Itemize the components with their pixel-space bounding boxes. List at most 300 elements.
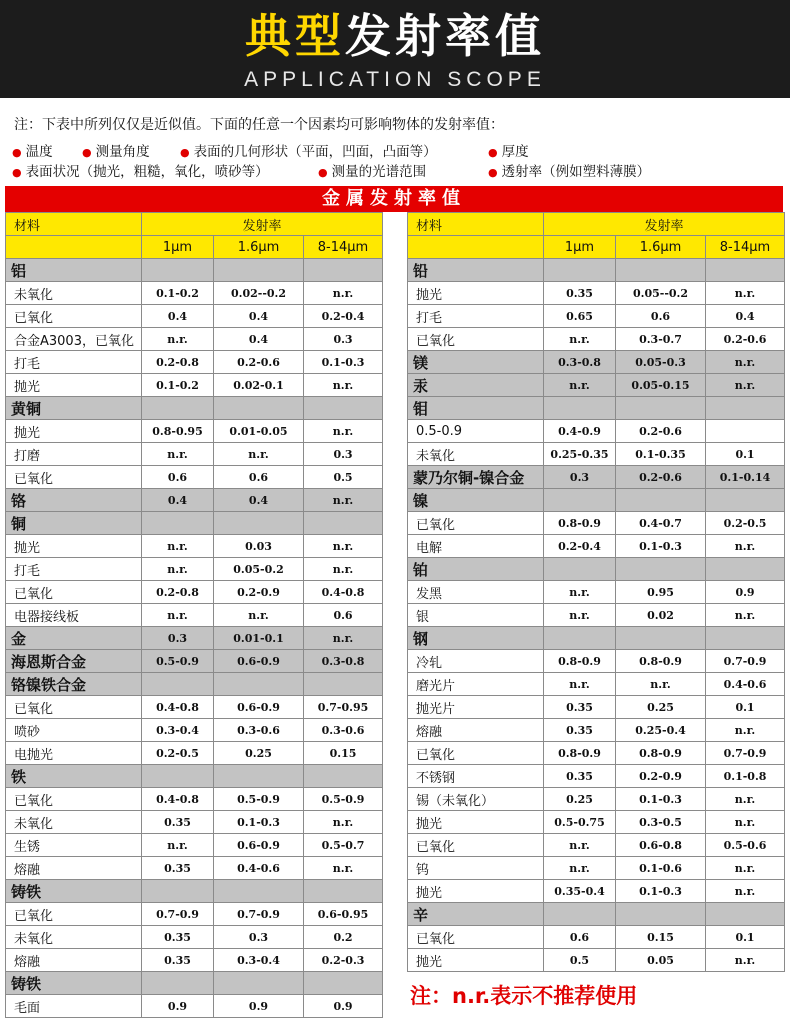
- emissivity-value: 0.3-0.6: [304, 719, 383, 742]
- band-row: [6, 236, 383, 259]
- emissivity-value: 0.6: [544, 926, 616, 949]
- emissivity-value: n.r.: [304, 489, 383, 512]
- emissivity-value: n.r.: [304, 857, 383, 880]
- emissivity-value: n.r.: [142, 604, 214, 627]
- emissivity-value: 0.35: [142, 949, 214, 972]
- emissivity-value: [706, 903, 785, 926]
- footnote: 注：n.r.表示不推荐使用: [410, 984, 638, 1008]
- table-row: [6, 443, 383, 466]
- table-row: [6, 788, 383, 811]
- emissivity-value: 0.7-0.9: [706, 742, 785, 765]
- emissivity-value: n.r.: [544, 857, 616, 880]
- emissivity-value: 0.35: [544, 282, 616, 305]
- emissivity-value: 0.8-0.9: [544, 512, 616, 535]
- emissivity-value: [142, 972, 214, 995]
- bullet-icon: ●: [12, 146, 22, 159]
- category-name: 海恩斯合金: [6, 650, 142, 673]
- table-row: [408, 834, 785, 857]
- emissivity-value: 0.4: [214, 489, 304, 512]
- emissivity-value: 0.01-0.1: [214, 627, 304, 650]
- category-row: [6, 397, 383, 420]
- emissivity-value: [616, 558, 706, 581]
- emissivity-value: 0.95: [616, 581, 706, 604]
- table-row: [6, 995, 383, 1018]
- emissivity-value: 0.6: [214, 466, 304, 489]
- emissivity-value: [214, 673, 304, 696]
- band-header: 1μm: [142, 236, 214, 259]
- emissivity-value: 0.35: [544, 765, 616, 788]
- emissivity-value: 0.4: [214, 328, 304, 351]
- emissivity-value: 0.6: [616, 305, 706, 328]
- table-row: [6, 903, 383, 926]
- factor-item: ● 厚度: [488, 144, 529, 160]
- category-name: 镁: [408, 351, 544, 374]
- emissivity-value: 0.2-0.4: [544, 535, 616, 558]
- emissivity-value: [706, 558, 785, 581]
- table-row: [408, 742, 785, 765]
- material-name: 电解: [408, 535, 544, 558]
- emissivity-value: n.r.: [214, 443, 304, 466]
- emissivity-value: [214, 397, 304, 420]
- notes-block: [14, 114, 784, 137]
- emissivity-value: [616, 903, 706, 926]
- emissivity-value: [706, 259, 785, 282]
- material-name: 已氧化: [408, 834, 544, 857]
- category-row: [6, 512, 383, 535]
- category-row: [408, 466, 785, 489]
- emissivity-value: [142, 512, 214, 535]
- material-name: 抛光: [6, 535, 142, 558]
- material-name: 未氧化: [408, 443, 544, 466]
- right-emissivity-table: [407, 212, 785, 972]
- emissivity-value: 0.25: [214, 742, 304, 765]
- emissivity-value: 0.1-0.35: [616, 443, 706, 466]
- material-name: 抛光: [408, 880, 544, 903]
- emissivity-value: n.r.: [706, 949, 785, 972]
- emissivity-value: 0.5-0.9: [142, 650, 214, 673]
- emissivity-value: 0.2-0.4: [304, 305, 383, 328]
- emissivity-value: [142, 880, 214, 903]
- emissivity-value: 0.2-0.9: [214, 581, 304, 604]
- emissivity-value: 0.8-0.9: [544, 650, 616, 673]
- emissivity-value: 0.8-0.9: [544, 742, 616, 765]
- emissivity-value: 0.5-0.7: [304, 834, 383, 857]
- emissivity-value: 0.9: [214, 995, 304, 1018]
- emissivity-header: 发射率: [142, 213, 383, 236]
- table-row: [408, 949, 785, 972]
- emissivity-value: 0.4: [142, 305, 214, 328]
- emissivity-value: 0.1: [706, 926, 785, 949]
- table-row: [6, 282, 383, 305]
- category-name: 汞: [408, 374, 544, 397]
- emissivity-value: n.r.: [544, 581, 616, 604]
- category-name: 铂: [408, 558, 544, 581]
- emissivity-value: [616, 259, 706, 282]
- emissivity-value: 0.25: [616, 696, 706, 719]
- emissivity-value: 0.35: [544, 696, 616, 719]
- header-row: [408, 213, 785, 236]
- emissivity-value: n.r.: [706, 857, 785, 880]
- table-row: [408, 581, 785, 604]
- category-row: [408, 397, 785, 420]
- header-bar: [0, 0, 790, 98]
- category-name: 铜: [6, 512, 142, 535]
- emissivity-value: n.r.: [544, 374, 616, 397]
- emissivity-value: 0.4-0.7: [616, 512, 706, 535]
- emissivity-value: 0.8-0.9: [616, 742, 706, 765]
- emissivity-value: [706, 397, 785, 420]
- emissivity-value: 0.01-0.05: [214, 420, 304, 443]
- emissivity-value: 0.8-0.9: [616, 650, 706, 673]
- emissivity-value: 0.1-0.3: [616, 788, 706, 811]
- emissivity-value: 0.4: [214, 305, 304, 328]
- emissivity-value: 0.2-0.6: [214, 351, 304, 374]
- table-row: [408, 420, 785, 443]
- emissivity-value: [544, 558, 616, 581]
- header-row: [6, 213, 383, 236]
- emissivity-value: [304, 972, 383, 995]
- band-header: 1.6μm: [616, 236, 706, 259]
- emissivity-value: 0.5-0.75: [544, 811, 616, 834]
- emissivity-value: n.r.: [544, 604, 616, 627]
- emissivity-value: 0.05-0.15: [616, 374, 706, 397]
- emissivity-value: 0.3-0.7: [616, 328, 706, 351]
- emissivity-value: 0.1-0.3: [616, 880, 706, 903]
- emissivity-value: [304, 673, 383, 696]
- emissivity-value: 0.05-0.2: [214, 558, 304, 581]
- material-name: 已氧化: [408, 512, 544, 535]
- band-row: [408, 236, 785, 259]
- category-name: 铸铁: [6, 972, 142, 995]
- emissivity-value: 0.9: [304, 995, 383, 1018]
- emissivity-value: [706, 489, 785, 512]
- material-name: 已氧化: [408, 926, 544, 949]
- emissivity-header: 发射率: [544, 213, 785, 236]
- factor-item: ● 透射率（例如塑料薄膜）: [488, 164, 651, 180]
- emissivity-value: 0.65: [544, 305, 616, 328]
- emissivity-value: 0.9: [706, 581, 785, 604]
- emissivity-value: 0.02-0.1: [214, 374, 304, 397]
- material-name: 打毛: [408, 305, 544, 328]
- emissivity-value: 0.6-0.9: [214, 834, 304, 857]
- category-name: 铝: [6, 259, 142, 282]
- emissivity-value: 0.3-0.8: [304, 650, 383, 673]
- emissivity-value: [616, 397, 706, 420]
- emissivity-value: 0.05--0.2: [616, 282, 706, 305]
- emissivity-value: 0.5-0.9: [214, 788, 304, 811]
- category-row: [6, 259, 383, 282]
- table-banner: 金属发射率值: [5, 186, 783, 212]
- material-name: 抛光片: [408, 696, 544, 719]
- emissivity-value: [616, 489, 706, 512]
- emissivity-value: 0.2: [304, 926, 383, 949]
- category-row: [6, 673, 383, 696]
- emissivity-value: 0.3-0.4: [214, 949, 304, 972]
- category-name: 镍: [408, 489, 544, 512]
- material-name: 打磨: [6, 443, 142, 466]
- category-row: [6, 765, 383, 788]
- emissivity-value: 0.1-0.8: [706, 765, 785, 788]
- emissivity-value: 0.3: [544, 466, 616, 489]
- table-row: [408, 535, 785, 558]
- emissivity-value: [304, 880, 383, 903]
- notes-intro: 注：下表中所列仅仅是近似值。下面的任意一个因素均可影响物体的发射率值：: [14, 117, 504, 133]
- table-row: [408, 857, 785, 880]
- material-name: 已氧化: [408, 328, 544, 351]
- table-row: [408, 282, 785, 305]
- emissivity-value: 0.35-0.4: [544, 880, 616, 903]
- category-row: [408, 259, 785, 282]
- material-name: 银: [408, 604, 544, 627]
- table-row: [6, 719, 383, 742]
- material-name: 生锈: [6, 834, 142, 857]
- category-name: 铬镍铁合金: [6, 673, 142, 696]
- bullet-icon: ●: [180, 146, 190, 159]
- bullet-icon: ●: [12, 166, 22, 179]
- page-title: [0, 8, 790, 64]
- emissivity-value: 0.6: [304, 604, 383, 627]
- emissivity-value: n.r.: [706, 374, 785, 397]
- emissivity-value: 0.05: [616, 949, 706, 972]
- factor-item: ● 测量角度: [82, 144, 150, 160]
- material-name: 已氧化: [6, 466, 142, 489]
- factor-item: ● 温度: [12, 144, 53, 160]
- table-row: [6, 535, 383, 558]
- emissivity-value: 0.2-0.6: [616, 420, 706, 443]
- emissivity-value: n.r.: [304, 627, 383, 650]
- emissivity-value: [142, 673, 214, 696]
- table-row: [408, 696, 785, 719]
- emissivity-value: 0.4-0.8: [142, 696, 214, 719]
- table-row: [408, 650, 785, 673]
- material-name: 打毛: [6, 558, 142, 581]
- emissivity-value: [706, 627, 785, 650]
- material-name: 抛光: [408, 282, 544, 305]
- emissivity-value: 0.02--0.2: [214, 282, 304, 305]
- material-name: 已氧化: [6, 581, 142, 604]
- emissivity-value: 0.2-0.6: [616, 466, 706, 489]
- category-name: 钼: [408, 397, 544, 420]
- category-name: 金: [6, 627, 142, 650]
- emissivity-value: [544, 397, 616, 420]
- material-name: 喷砂: [6, 719, 142, 742]
- table-row: [6, 305, 383, 328]
- material-name: 不锈钢: [408, 765, 544, 788]
- material-name: 熔融: [6, 857, 142, 880]
- emissivity-value: 0.03: [214, 535, 304, 558]
- emissivity-value: 0.4-0.8: [142, 788, 214, 811]
- material-name: 未氧化: [6, 282, 142, 305]
- emissivity-value: [544, 627, 616, 650]
- emissivity-value: 0.7-0.9: [706, 650, 785, 673]
- emissivity-value: [214, 765, 304, 788]
- material-name: 熔融: [6, 949, 142, 972]
- category-row: [408, 903, 785, 926]
- emissivity-value: 0.9: [142, 995, 214, 1018]
- emissivity-value: 0.3-0.5: [616, 811, 706, 834]
- emissivity-value: 0.5-0.9: [304, 788, 383, 811]
- emissivity-value: [214, 972, 304, 995]
- emissivity-value: 0.25-0.35: [544, 443, 616, 466]
- table-row: [6, 351, 383, 374]
- emissivity-value: 0.6-0.9: [214, 696, 304, 719]
- table-row: [6, 604, 383, 627]
- category-name: 辛: [408, 903, 544, 926]
- bullet-icon: ●: [318, 166, 328, 179]
- material-name: 未氧化: [6, 926, 142, 949]
- emissivity-value: 0.35: [142, 857, 214, 880]
- category-row: [6, 627, 383, 650]
- material-name: 抛光: [6, 420, 142, 443]
- emissivity-value: [214, 259, 304, 282]
- material-name: 打毛: [6, 351, 142, 374]
- table-row: [408, 305, 785, 328]
- emissivity-value: n.r.: [706, 880, 785, 903]
- table-row: [6, 742, 383, 765]
- emissivity-value: 0.3-0.4: [142, 719, 214, 742]
- emissivity-value: n.r.: [214, 604, 304, 627]
- table-row: [6, 696, 383, 719]
- emissivity-value: 0.4: [142, 489, 214, 512]
- table-row: [408, 811, 785, 834]
- material-name: 冷轧: [408, 650, 544, 673]
- emissivity-value: n.r.: [706, 719, 785, 742]
- emissivity-value: [142, 259, 214, 282]
- table-row: [408, 719, 785, 742]
- emissivity-value: n.r.: [142, 834, 214, 857]
- material-name: 已氧化: [6, 903, 142, 926]
- emissivity-value: 0.5: [304, 466, 383, 489]
- emissivity-value: 0.6-0.8: [616, 834, 706, 857]
- emissivity-value: 0.2-0.3: [304, 949, 383, 972]
- emissivity-value: 0.3: [304, 328, 383, 351]
- emissivity-value: 0.7-0.9: [214, 903, 304, 926]
- material-name: 抛光: [408, 949, 544, 972]
- emissivity-value: 0.2-0.8: [142, 581, 214, 604]
- emissivity-value: 0.1: [706, 443, 785, 466]
- emissivity-value: [214, 880, 304, 903]
- emissivity-value: [544, 489, 616, 512]
- emissivity-value: 0.4-0.6: [214, 857, 304, 880]
- emissivity-value: n.r.: [544, 328, 616, 351]
- left-emissivity-table: [5, 212, 383, 1018]
- table-row: [6, 420, 383, 443]
- emissivity-value: 0.15: [304, 742, 383, 765]
- material-name: 已氧化: [6, 788, 142, 811]
- title-rest: 发射率值: [345, 9, 545, 63]
- emissivity-value: 0.6: [142, 466, 214, 489]
- table-row: [6, 926, 383, 949]
- emissivity-value: [304, 765, 383, 788]
- emissivity-value: n.r.: [706, 811, 785, 834]
- emissivity-value: n.r.: [142, 535, 214, 558]
- emissivity-value: 0.1-0.2: [142, 282, 214, 305]
- emissivity-value: n.r.: [706, 351, 785, 374]
- emissivity-value: n.r.: [142, 328, 214, 351]
- emissivity-value: 0.25-0.4: [616, 719, 706, 742]
- category-row: [6, 650, 383, 673]
- material-name: 毛面: [6, 995, 142, 1018]
- material-name: 电抛光: [6, 742, 142, 765]
- band-header: 8-14μm: [304, 236, 383, 259]
- emissivity-value: 0.1-0.2: [142, 374, 214, 397]
- material-header: 材料: [408, 213, 544, 236]
- table-row: [408, 926, 785, 949]
- emissivity-value: 0.1: [706, 696, 785, 719]
- table-row: [408, 880, 785, 903]
- emissivity-value: 0.5-0.6: [706, 834, 785, 857]
- emissivity-value: 0.3-0.6: [214, 719, 304, 742]
- material-name: 电器接线板: [6, 604, 142, 627]
- emissivity-value: n.r.: [142, 443, 214, 466]
- emissivity-value: 0.4-0.9: [544, 420, 616, 443]
- emissivity-value: 0.2-0.9: [616, 765, 706, 788]
- emissivity-value: 0.4: [706, 305, 785, 328]
- material-name: 磨光片: [408, 673, 544, 696]
- emissivity-value: n.r.: [706, 788, 785, 811]
- category-name: 铅: [408, 259, 544, 282]
- table-row: [408, 328, 785, 351]
- factor-item: ● 表面的几何形状（平面，凹面，凸面等）: [180, 144, 437, 160]
- emissivity-value: 0.1-0.3: [616, 535, 706, 558]
- table-row: [408, 604, 785, 627]
- emissivity-value: 0.25: [544, 788, 616, 811]
- material-name: 合金A3003，已氧化: [6, 328, 142, 351]
- emissivity-value: n.r.: [616, 673, 706, 696]
- table-row: [6, 949, 383, 972]
- band-header: 8-14μm: [706, 236, 785, 259]
- material-name: 0.5-0.9: [408, 420, 544, 443]
- material-name: 锡（未氧化）: [408, 788, 544, 811]
- category-row: [408, 351, 785, 374]
- category-name: 黄铜: [6, 397, 142, 420]
- emissivity-value: [544, 903, 616, 926]
- material-name: 未氧化: [6, 811, 142, 834]
- emissivity-value: 0.35: [544, 719, 616, 742]
- emissivity-value: n.r.: [544, 673, 616, 696]
- category-name: 铬: [6, 489, 142, 512]
- emissivity-value: 0.2-0.5: [142, 742, 214, 765]
- table-row: [408, 765, 785, 788]
- emissivity-value: 0.35: [142, 926, 214, 949]
- emissivity-value: n.r.: [706, 282, 785, 305]
- right-table-body: [408, 213, 785, 972]
- table-row: [408, 512, 785, 535]
- emissivity-value: 0.3: [304, 443, 383, 466]
- title-accent: 典型: [245, 9, 345, 63]
- emissivity-value: n.r.: [304, 374, 383, 397]
- material-name: 已氧化: [6, 696, 142, 719]
- material-name: 抛光: [408, 811, 544, 834]
- emissivity-value: 0.6-0.95: [304, 903, 383, 926]
- emissivity-value: 0.4-0.8: [304, 581, 383, 604]
- emissivity-value: n.r.: [304, 282, 383, 305]
- emissivity-value: n.r.: [142, 558, 214, 581]
- emissivity-value: [304, 512, 383, 535]
- emissivity-value: 0.7-0.95: [304, 696, 383, 719]
- band-header: 1.6μm: [214, 236, 304, 259]
- material-name: 熔融: [408, 719, 544, 742]
- emissivity-value: [142, 765, 214, 788]
- table-row: [6, 857, 383, 880]
- category-row: [6, 489, 383, 512]
- table-row: [6, 328, 383, 351]
- table-row: [6, 811, 383, 834]
- emissivity-value: 0.7-0.9: [142, 903, 214, 926]
- emissivity-value: 0.05-0.3: [616, 351, 706, 374]
- emissivity-value: 0.1-0.14: [706, 466, 785, 489]
- emissivity-value: [304, 397, 383, 420]
